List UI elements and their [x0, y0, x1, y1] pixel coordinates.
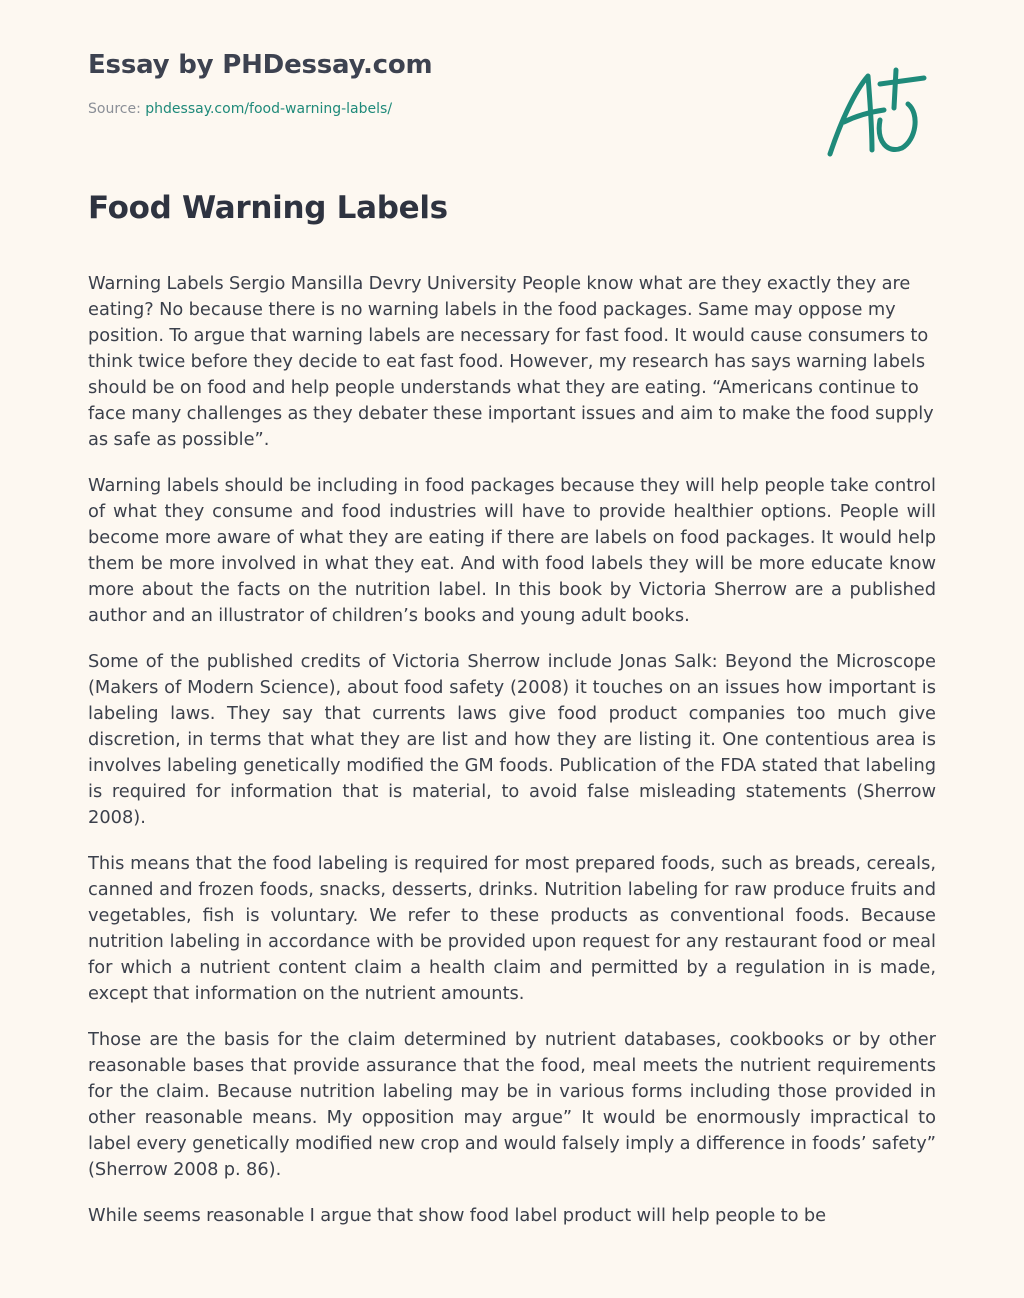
essay-paragraph: Some of the published credits of Victoria Sherrow include Jonas Salk: Beyond the Microscope (Makers of Modern Science), about food safety (2008) it touches on an issues how important is labeling laws. They say that currents laws give food product companies too much give discretion, in terms that what they are list and how they are listing it. One contentious area is involves labeling genetically modified the GM foods. Publication of the FDA stated that labeling is required for information that is material, to avoid false misleading statements (Sherrow 2008).: [88, 651, 936, 828]
source-label: Source:: [88, 101, 146, 117]
essay-paragraph: This means that the food labeling is required for most prepared foods, such as breads, cereals, canned and frozen foods, snacks, desserts, drinks. Nutrition labeling for raw produce fruits and vegetables, fish is voluntary. We refer to these products as conventional foods. Because nutrition labeling in accordance with be provided upon request for any restaurant food or meal for which a nutrient content claim a health claim and permitted by a regulation in is made, except that information on the nutrient amounts.: [88, 853, 936, 1004]
essay-paragraph: While seems reasonable I argue that show food label product will help people to be: [88, 1205, 827, 1226]
a-plus-grade-icon: [822, 64, 932, 162]
essay-paragraph: Those are the basis for the claim determined by nutrient databases, cookbooks or by other reasonable bases that provide assurance that the food, meal meets the nutrient requirements for the claim. Because nutrition labeling may be in various forms including those provided in other reasonable means. My opposition may argue” It would be enormously impractical to label every genetically modified new crop and would falsely imply a difference in foods’ safety” (Sherrow 2008 p. 86).: [88, 1029, 936, 1180]
site-name: Essay by PHDessay.com: [88, 50, 433, 80]
essay-paragraph: Warning labels should be including in food packages because they will help people take control of what they consume and food industries will have to provide healthier options. People will become more aware of what they are eating if there are labels on food packages. It would help them be more involved in what they eat. And with food labels they will be more educate know more about the facts on the nutrition label. In this book by Victoria Sherrow are a published author and an illustrator of children’s books and young adult books.: [88, 475, 936, 626]
essay-body: [88, 271, 936, 1298]
essay-title: Food Warning Labels: [88, 190, 448, 226]
source-link[interactable]: phdessay.com/food-warning-labels/: [145, 101, 393, 117]
essay-paragraph: Warning Labels Sergio Mansilla Devry University People know what are they exactly they are eating? No because there is no warning labels in the food packages. Same may oppose my position. To argue that warning labels are necessary for fast food. It would cause consumers to think twice before they decide to eat fast food. However, my research has says warning labels should be on food and help people understands what they are eating. “Americans continue to face many challenges as they debater these important issues and aim to make the food supply as safe as possible”.: [88, 273, 934, 450]
source-line: [88, 101, 392, 117]
